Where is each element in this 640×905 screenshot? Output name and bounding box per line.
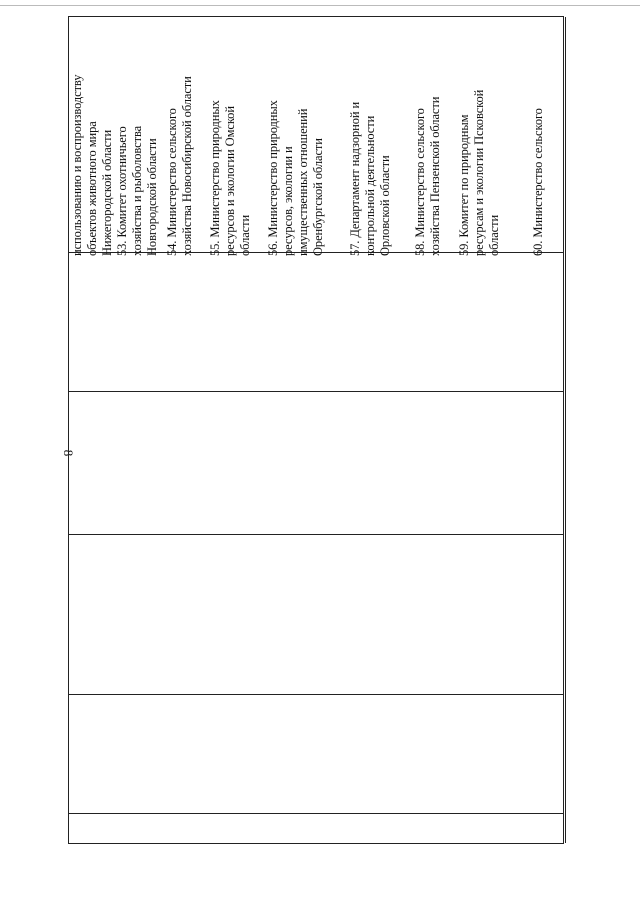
table-column-divider (69, 813, 563, 814)
table-row-divider (565, 17, 566, 843)
entry-text: 56. Министерство природных ресурсов, экологии и имущественных отношений Оренбургской области (266, 100, 325, 256)
empty-cell (69, 252, 563, 391)
page-number: 8 (61, 449, 76, 457)
entry-text: 54. Министерство сельского хозяйства Новосибирской области (165, 76, 194, 256)
entry-text: 55. Министерство природных ресурсов и экологии Омской области (208, 100, 252, 256)
entry-text: использованию и воспроизводству объектов животного мира Нижегородской области (70, 74, 114, 256)
entry-text: 60. Министерство сельского (531, 108, 545, 256)
entry-text: 59. Комитет по природным ресурсам и экологии Псковской области (457, 89, 501, 256)
empty-cell (69, 391, 563, 534)
entry-60 (531, 16, 640, 256)
entry-text: 57. Департамент надзорной и контрольной деятельности Орловской области (348, 101, 392, 256)
empty-cell (69, 694, 563, 813)
empty-cell (69, 534, 563, 694)
entry-text: 53. Комитет охотничьего хозяйства и рыболовства Новгородской области (115, 125, 159, 256)
entry-text: 58. Министерство сельского хозяйства Пензенской области (413, 96, 442, 256)
top-edge-rule (0, 5, 640, 6)
